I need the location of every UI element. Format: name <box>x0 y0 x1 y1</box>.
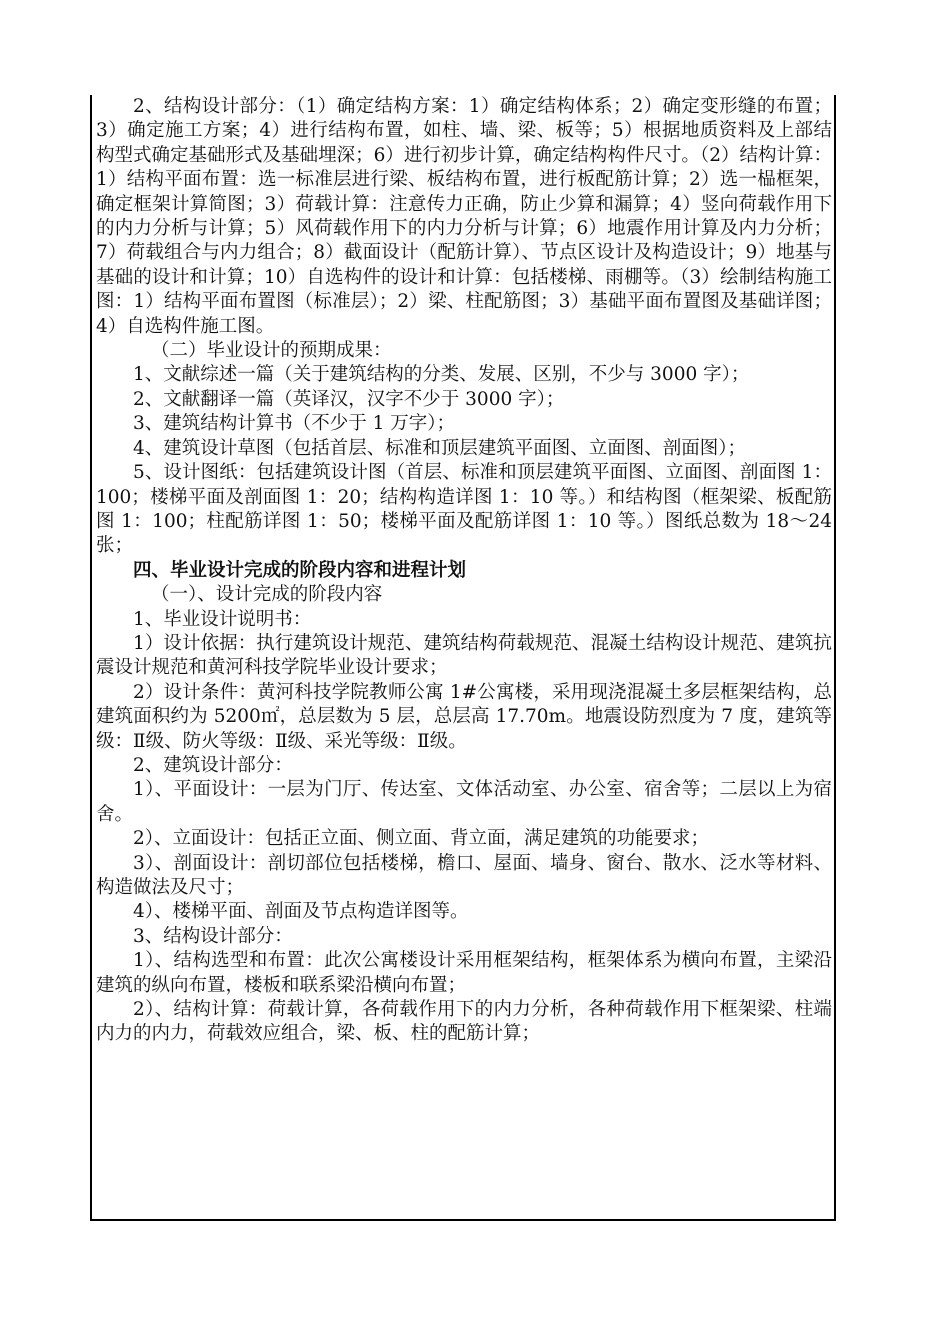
paragraph-structural-design-heading: 3、结构设计部分： <box>133 925 293 947</box>
paragraph-drawings: 5、设计图纸：包括建筑设计图（首层、标准和顶层建筑平面图、立面图、剖面图 1：100；楼梯平面及剖面图 1：20；结构构造详图 1：10 等。）和结构图（框架梁、板配筋图 1：100；柱配筋详图 1：50；楼梯平面及配筋详图 1：10 等。）图纸总数为 18～24 张； <box>96 462 832 557</box>
paragraph-structural-selection: 1）、结构选型和布置：此次公寓楼设计采用框架结构，框架体系为横向布置，主梁沿建筑的纵向布置，楼板和联系梁沿横向布置； <box>96 950 832 996</box>
paragraph-expected-results-heading: （二）毕业设计的预期成果： <box>151 340 392 362</box>
paragraph-translation: 2、文献翻译一篇（英译汉，汉字不少于 3000 字）； <box>133 388 565 410</box>
paragraph-design-sketch: 4、建筑设计草图（包括首层、标准和顶层建筑平面图、立面图、剖面图）； <box>133 437 747 459</box>
document-body <box>96 95 832 1047</box>
paragraph-design-manual: 1、毕业设计说明书： <box>133 608 312 630</box>
paragraph-plan-design: 1）、平面设计：一层为门厅、传达室、文体活动室、办公室、宿舍等；二层以上为宿舍。 <box>96 779 832 825</box>
document-frame <box>90 95 836 1221</box>
paragraph-elevation-design: 2）、立面设计：包括正立面、侧立面、背立面，满足建筑的功能要求； <box>133 828 710 850</box>
paragraph-section-design: 3）、剖面设计：剖切部位包括楼梯，檐口、屋面、墙身、窗台、散水、泛水等材料、构造做法及尺寸； <box>96 852 832 898</box>
paragraph-literature-review: 1、文献综述一篇（关于建筑结构的分类、发展、区别，不少与 3000 字）； <box>133 364 750 386</box>
paragraph-structural-calculation: 2）、结构计算：荷载计算，各荷载作用下的内力分析，各种荷载作用下框架梁、柱端内力的内力，荷载效应组合，梁、板、柱的配筋计算； <box>96 999 832 1045</box>
paragraph-structural-design: 2、结构设计部分：（1）确定结构方案：1）确定结构体系；2）确定变形缝的布置；3）确定施工方案；4）进行结构布置，如柱、墙、梁、板等；5）根据地质资料及上部结构型式确定基础形式及基础埋深；6）进行初步计算，确定结构构件尺寸。（2）结构计算：1）结构平面布置：选一标准层进行梁、板结构布置，进行板配筋计算；2）选一榀框架，确定框架计算简图；3）荷载计算：注意传力正确，防止少算和漏算；4）竖向荷载作用下的内力分析与计算；5）风荷载作用下的内力分析与计算；6）地震作用计算及内力分析；7）荷载组合与内力组合；8）截面设计（配筋计算）、节点区设计及构造设计；9）地基与基础的设计和计算；10）自选构件的设计和计算：包括楼梯、雨棚等。（3）绘制结构施工图：1）结构平面布置图（标准层）；2）梁、柱配筋图；3）基础平面布置图及基础详图；4）自选构件施工图。 <box>96 96 832 337</box>
section-heading-stage-plan: 四、毕业设计完成的阶段内容和进程计划 <box>133 559 467 581</box>
paragraph-design-conditions: 2）设计条件：黄河科技学院教师公寓 1#公寓楼，采用现浇混凝土多层框架结构，总建筑面积约为 5200㎡，总层数为 5 层，总层高 17.70m。地震设防烈度为 7 度，建筑等级：Ⅱ级、防火等级：Ⅱ级、采光等级：Ⅱ级。 <box>96 681 832 752</box>
paragraph-architectural-design-heading: 2、建筑设计部分： <box>133 754 293 776</box>
paragraph-calculation-book: 3、建筑结构计算书（不少于 1 万字）； <box>133 413 456 435</box>
paragraph-stair-details: 4）、楼梯平面、剖面及节点构造详图等。 <box>133 901 469 923</box>
paragraph-design-basis: 1）设计依据：执行建筑设计规范、建筑结构荷载规范、混凝土结构设计规范、建筑抗震设计规范和黄河科技学院毕业设计要求； <box>96 632 832 679</box>
paragraph-stage-content-heading: （一）、设计完成的阶段内容 <box>151 584 383 606</box>
